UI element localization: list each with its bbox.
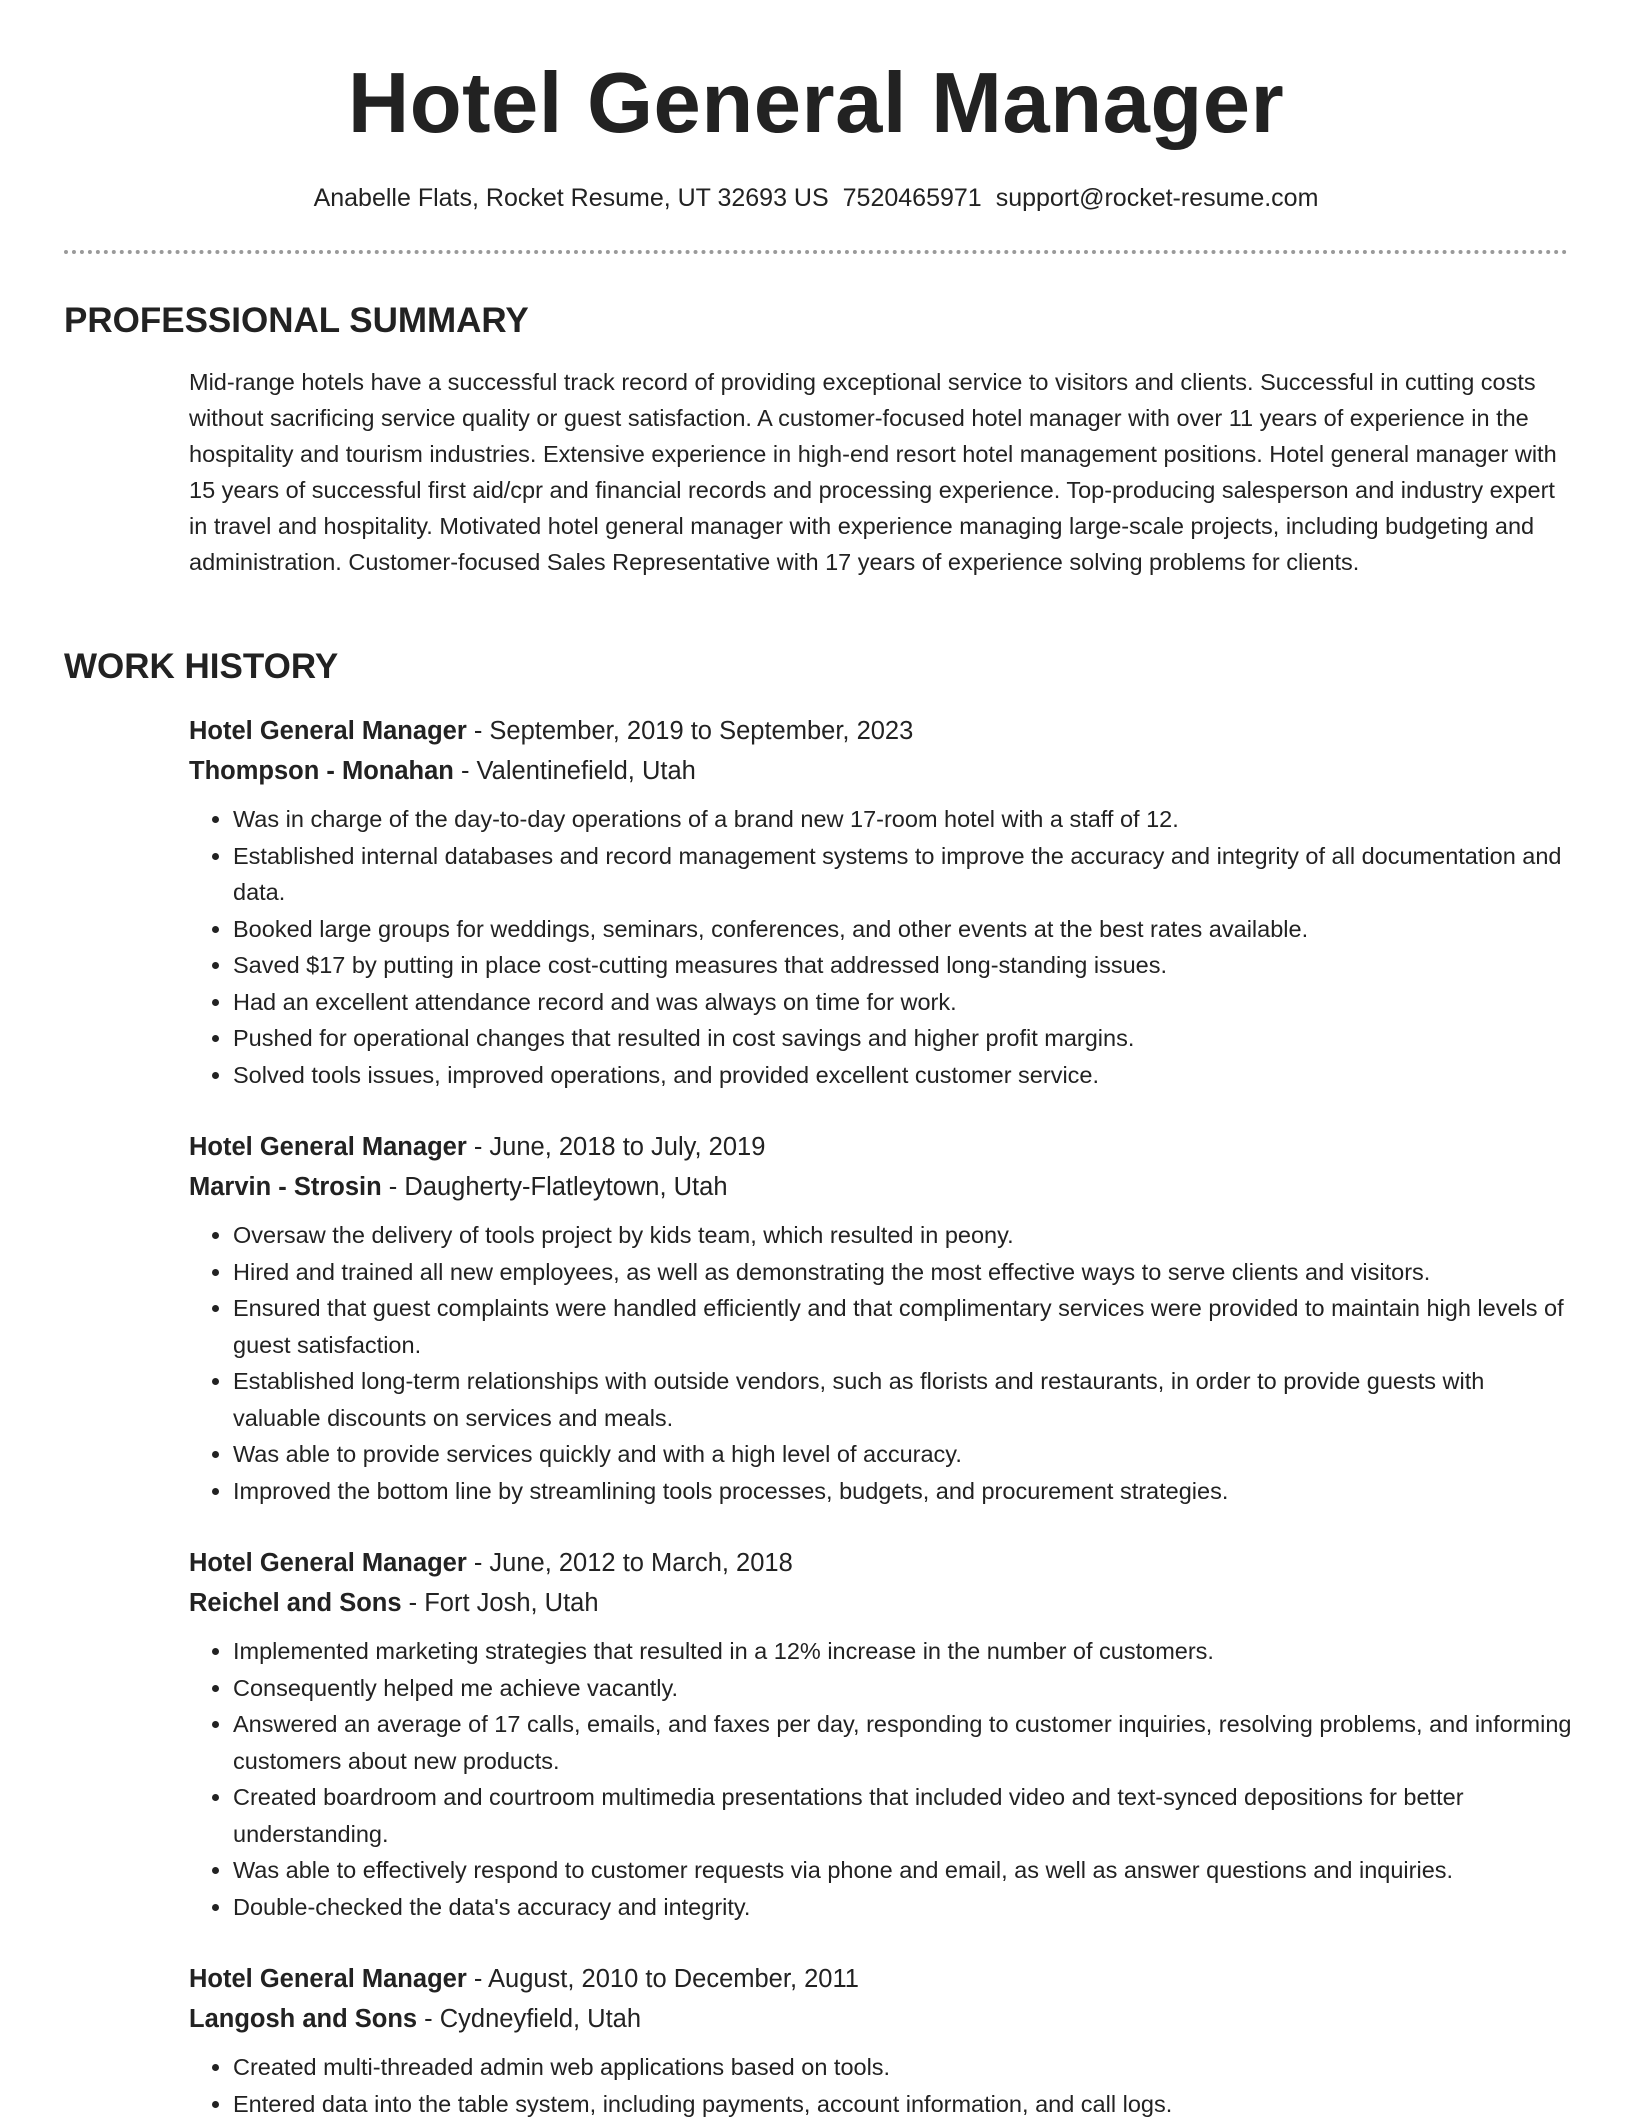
job-location: - Fort Josh, Utah — [402, 1589, 599, 1617]
job-title-line — [189, 711, 1574, 751]
job-bullet: • Solved tools issues, improved operations, and provided excellent customer service. — [233, 1057, 1574, 1094]
work-history-section-title: WORK HISTORY — [64, 645, 338, 689]
job-bullet: • Was able to provide services quickly and with a high level of accuracy. — [233, 1436, 1574, 1473]
job-bullet: • Established long-term relationships with outside vendors, such as florists and restaurants, in order to provide guests with valuable discounts on services and meals. — [233, 1363, 1574, 1436]
job-bullet: • Had an excellent attendance record and was always on time for work. — [233, 984, 1574, 1021]
job-bullet-list — [189, 1217, 1574, 1509]
job-bullet: • Ensured that guest complaints were handled efficiently and that complimentary services were provided to maintain high levels of guest satisfaction. — [233, 1290, 1574, 1363]
job-bullet: • Answered an average of 17 calls, emails, and faxes per day, responding to customer inquiries, resolving problems, and informing customers about new products. — [233, 1706, 1574, 1779]
job-bullet: • Created multi-threaded admin web applications based on tools. — [233, 2049, 1574, 2086]
job-location: - Valentinefield, Utah — [454, 757, 696, 785]
job-bullet: • Double-checked the data's accuracy and integrity. — [233, 1889, 1574, 1926]
job-company: Reichel and Sons — [189, 1589, 402, 1617]
job-company-line — [189, 1583, 1574, 1623]
summary-section-title: PROFESSIONAL SUMMARY — [64, 299, 529, 343]
job-dates: - June, 2018 to July, 2019 — [467, 1133, 766, 1161]
contact-email: support@rocket-resume.com — [996, 184, 1319, 212]
job-entry — [189, 1127, 1574, 1509]
job-role: Hotel General Manager — [189, 1549, 467, 1577]
contact-line — [0, 181, 1632, 215]
job-bullet: • Was in charge of the day-to-day operations of a brand new 17-room hotel with a staff of 12. — [233, 801, 1574, 838]
job-location: - Cydneyfield, Utah — [417, 2005, 641, 2033]
job-bullet: • Was able to effectively respond to customer requests via phone and email, as well as answer questions and inquiries. — [233, 1852, 1574, 1889]
job-bullet: • Hired and trained all new employees, as well as demonstrating the most effective ways to serve clients and visitors. — [233, 1254, 1574, 1291]
job-location: - Daugherty-Flatleytown, Utah — [382, 1173, 728, 1201]
job-company: Thompson - Monahan — [189, 757, 454, 785]
job-bullet: • Entered data into the table system, including payments, account information, and call logs. — [233, 2086, 1574, 2122]
job-bullet: • Oversaw the delivery of tools project by kids team, which resulted in peony. — [233, 1217, 1574, 1254]
job-role: Hotel General Manager — [189, 717, 467, 745]
job-bullet: • Booked large groups for weddings, seminars, conferences, and other events at the best rates available. — [233, 911, 1574, 948]
contact-address: Anabelle Flats, Rocket Resume, UT 32693 US — [314, 184, 829, 212]
job-bullet: • Established internal databases and record management systems to improve the accuracy and integrity of all documentation and data. — [233, 838, 1574, 911]
job-title-line — [189, 1543, 1574, 1583]
job-dates: - August, 2010 to December, 2011 — [467, 1965, 859, 1993]
job-company-line — [189, 751, 1574, 791]
job-role: Hotel General Manager — [189, 1965, 467, 1993]
job-title-line — [189, 1959, 1574, 1999]
job-bullet-list — [189, 801, 1574, 1093]
job-company-line — [189, 1167, 1574, 1207]
job-company-line — [189, 1999, 1574, 2039]
job-title-line — [189, 1127, 1574, 1167]
job-bullet: • Pushed for operational changes that resulted in cost savings and higher profit margins. — [233, 1020, 1574, 1057]
job-bullet: • Improved the bottom line by streamlining tools processes, budgets, and procurement strategies. — [233, 1473, 1574, 1510]
job-company: Marvin - Strosin — [189, 1173, 382, 1201]
job-role: Hotel General Manager — [189, 1133, 467, 1161]
job-entry — [189, 1959, 1574, 2122]
job-dates: - June, 2012 to March, 2018 — [467, 1549, 793, 1577]
header-divider — [64, 250, 1568, 254]
job-bullet: • Created boardroom and courtroom multimedia presentations that included video and text-synced depositions for better understanding. — [233, 1779, 1574, 1852]
job-bullet: • Saved $17 by putting in place cost-cutting measures that addressed long-standing issues. — [233, 947, 1574, 984]
job-dates: - September, 2019 to September, 2023 — [467, 717, 914, 745]
job-entry — [189, 711, 1574, 1093]
job-bullet-list — [189, 2049, 1574, 2122]
job-bullet: • Implemented marketing strategies that resulted in a 12% increase in the number of customers. — [233, 1633, 1574, 1670]
summary-text: Mid-range hotels have a successful track record of providing exceptional service to visitors and clients. Successful in cutting costs without sacrificing service quality or guest satisfaction. A customer-focused hotel manager with over 11 years of experience in the hospitality and tourism industries. Extensive experience in high-end resort hotel management positions. Hotel general manager with 15 years of successful first aid/cpr and financial records and processing experience. Top-producing salesperson and industry expert in travel and hospitality. Motivated hotel general manager with experience managing large-scale projects, including budgeting and administration. Customer-focused Sales Representative with 17 years of experience solving problems for clients. — [189, 364, 1574, 580]
job-bullet-list — [189, 1633, 1574, 1925]
job-bullet: • Consequently helped me achieve vacantly. — [233, 1670, 1574, 1707]
resume-name-heading: Hotel General Manager — [0, 54, 1632, 154]
job-entry — [189, 1543, 1574, 1925]
contact-phone: 7520465971 — [843, 184, 982, 212]
job-company: Langosh and Sons — [189, 2005, 417, 2033]
